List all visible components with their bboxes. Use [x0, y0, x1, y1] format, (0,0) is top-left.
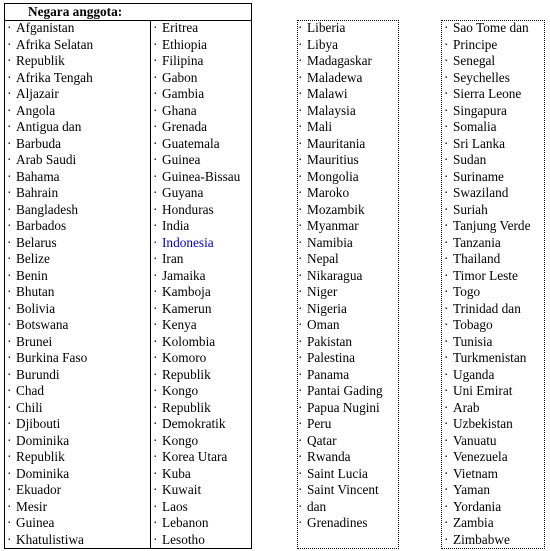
country-list-item: · Kamboja	[162, 284, 246, 301]
country-list-item: · Uni Emirat	[453, 383, 543, 400]
country-list-item: · Djibouti	[16, 416, 144, 433]
country-list-item: · Khatulistiwa	[16, 532, 144, 549]
country-list-item: · Burkina Faso	[16, 350, 144, 367]
country-list-item: · Pakistan	[307, 334, 397, 351]
country-list-column-1	[16, 20, 144, 548]
country-list-item: · Aljazair	[16, 86, 144, 103]
country-list-item: · Zimbabwe	[453, 532, 543, 549]
country-list-item: · Afrika Selatan	[16, 37, 144, 54]
country-list-column-3	[307, 20, 397, 532]
country-list-item: · Filipina	[162, 53, 246, 70]
country-list-item: · Senegal	[453, 53, 543, 70]
country-list-item: · Nigeria	[307, 301, 397, 318]
country-list-item: · Laos	[162, 499, 246, 516]
column-divider	[150, 20, 151, 549]
country-list-item: · Papua Nugini	[307, 400, 397, 417]
country-list-item: · Yaman	[453, 482, 543, 499]
country-list-item: · Tanjung Verde	[453, 218, 543, 235]
country-list-item: · Togo	[453, 284, 543, 301]
country-list-item: · India	[162, 218, 246, 235]
country-list-item: · Barbados	[16, 218, 144, 235]
country-list-item: · Guinea-Bissau	[162, 169, 246, 186]
country-list-item: · Bahrain	[16, 185, 144, 202]
country-list-item: · dan	[307, 499, 397, 516]
country-list-item: · Bolivia	[16, 301, 144, 318]
country-list-item: · Kolombia	[162, 334, 246, 351]
country-list-item: · Sri Lanka	[453, 136, 543, 153]
country-list-item: · Belarus	[16, 235, 144, 252]
country-list-item: · Arab Saudi	[16, 152, 144, 169]
country-list-item: · Dominika	[16, 466, 144, 483]
country-list-item: · Suriah	[453, 202, 543, 219]
country-list-item: · Kamerun	[162, 301, 246, 318]
country-list-item: · Qatar	[307, 433, 397, 450]
country-list-item: · Saint Lucia	[307, 466, 397, 483]
country-list-item: · Panama	[307, 367, 397, 384]
country-list-item: · Seychelles	[453, 70, 543, 87]
country-list-item: · Mozambik	[307, 202, 397, 219]
country-list-item: · Palestina	[307, 350, 397, 367]
country-list-item: · Venezuela	[453, 449, 543, 466]
country-list-item: · Bahama	[16, 169, 144, 186]
country-list-item: · Zambia	[453, 515, 543, 532]
country-list-item: · Guatemala	[162, 136, 246, 153]
country-link-indonesia[interactable]: · Indonesia	[162, 235, 246, 252]
country-list-item: · Botswana	[16, 317, 144, 334]
country-list-item: · Yordania	[453, 499, 543, 516]
country-list-item: · Sierra Leone	[453, 86, 543, 103]
country-list-item: · Benin	[16, 268, 144, 285]
country-list-item: · Guyana	[162, 185, 246, 202]
country-list-item: · Bangladesh	[16, 202, 144, 219]
country-list-item: · Guinea	[16, 515, 144, 532]
country-list-item: · Tobago	[453, 317, 543, 334]
country-list-item: · Mauritius	[307, 152, 397, 169]
country-list-item: · Mauritania	[307, 136, 397, 153]
country-list-item: · Kenya	[162, 317, 246, 334]
country-list-item: · Mesir	[16, 499, 144, 516]
country-list-item: · Ekuador	[16, 482, 144, 499]
country-list-item: · Honduras	[162, 202, 246, 219]
country-list-item: · Bhutan	[16, 284, 144, 301]
country-list-item: · Swaziland	[453, 185, 543, 202]
country-list-item: · Niger	[307, 284, 397, 301]
country-list-item: · Vietnam	[453, 466, 543, 483]
country-list-item: · Belize	[16, 251, 144, 268]
country-list-item: · Myanmar	[307, 218, 397, 235]
country-list-item: · Komoro	[162, 350, 246, 367]
country-list-item: · Maladewa	[307, 70, 397, 87]
country-list-item: · Peru	[307, 416, 397, 433]
country-list-item: · Turkmenistan	[453, 350, 543, 367]
country-list-item: · Brunei	[16, 334, 144, 351]
country-list-item: · Rwanda	[307, 449, 397, 466]
country-list-item: · Jamaika	[162, 268, 246, 285]
country-list-item: · Eritrea	[162, 20, 246, 37]
country-list-item: · Saint Vincent	[307, 482, 397, 499]
country-list-item: · Thailand	[453, 251, 543, 268]
country-list-column-4	[453, 20, 543, 548]
country-list-item: · Namibia	[307, 235, 397, 252]
country-list-item: · Barbuda	[16, 136, 144, 153]
country-list-item: · Korea Utara	[162, 449, 246, 466]
country-list-item: · Kuba	[162, 466, 246, 483]
country-list-item: · Vanuatu	[453, 433, 543, 450]
country-list-item: · Grenada	[162, 119, 246, 136]
country-list-item: · Afganistan	[16, 20, 144, 37]
country-list-column-2	[162, 20, 246, 548]
country-list-item: · Republik	[162, 367, 246, 384]
country-list-item: · Chad	[16, 383, 144, 400]
country-list-item: · Uganda	[453, 367, 543, 384]
country-list-item: · Gabon	[162, 70, 246, 87]
country-list-item: · Republik	[162, 400, 246, 417]
country-list-item: · Uzbekistan	[453, 416, 543, 433]
country-list-item: · Pantai Gading	[307, 383, 397, 400]
country-list-item: · Iran	[162, 251, 246, 268]
country-list-item: · Guinea	[162, 152, 246, 169]
country-list-item: · Malawi	[307, 86, 397, 103]
country-list-item: · Antigua dan	[16, 119, 144, 136]
country-list-item: · Gambia	[162, 86, 246, 103]
country-list-item: · Madagaskar	[307, 53, 397, 70]
country-list-item: · Burundi	[16, 367, 144, 384]
country-list-item: · Mongolia	[307, 169, 397, 186]
country-list-item: · Chili	[16, 400, 144, 417]
country-list-item: · Maroko	[307, 185, 397, 202]
country-list-item: · Timor Leste	[453, 268, 543, 285]
country-list-item: · Sudan	[453, 152, 543, 169]
country-list-item: · Somalia	[453, 119, 543, 136]
country-list-item: · Nepal	[307, 251, 397, 268]
country-list-item: · Singapura	[453, 103, 543, 120]
country-list-item: · Nikaragua	[307, 268, 397, 285]
country-list-item: · Sao Tome dan	[453, 20, 543, 37]
country-list-item: · Malaysia	[307, 103, 397, 120]
table-title: Negara anggota:	[28, 4, 123, 19]
country-list-item: · Demokratik	[162, 416, 246, 433]
country-list-item: · Libya	[307, 37, 397, 54]
country-list-item: · Dominika	[16, 433, 144, 450]
country-list-item: · Afrika Tengah	[16, 70, 144, 87]
country-list-item: · Trinidad dan	[453, 301, 543, 318]
country-list-item: · Lesotho	[162, 532, 246, 549]
country-list-item: · Principe	[453, 37, 543, 54]
country-list-item: · Kongo	[162, 433, 246, 450]
country-list-item: · Republik	[16, 53, 144, 70]
country-list-item: · Arab	[453, 400, 543, 417]
country-list-item: · Lebanon	[162, 515, 246, 532]
country-list-item: · Suriname	[453, 169, 543, 186]
country-list-item: · Ethiopia	[162, 37, 246, 54]
country-list-item: · Mali	[307, 119, 397, 136]
country-list-item: · Oman	[307, 317, 397, 334]
country-list-item: · Angola	[16, 103, 144, 120]
country-list-item: · Ghana	[162, 103, 246, 120]
country-list-item: · Kongo	[162, 383, 246, 400]
country-list-item: · Kuwait	[162, 482, 246, 499]
country-list-item: · Republik	[16, 449, 144, 466]
country-list-item: · Tunisia	[453, 334, 543, 351]
country-list-item: · Grenadines	[307, 515, 397, 532]
country-list-item: · Tanzania	[453, 235, 543, 252]
country-list-item: · Liberia	[307, 20, 397, 37]
